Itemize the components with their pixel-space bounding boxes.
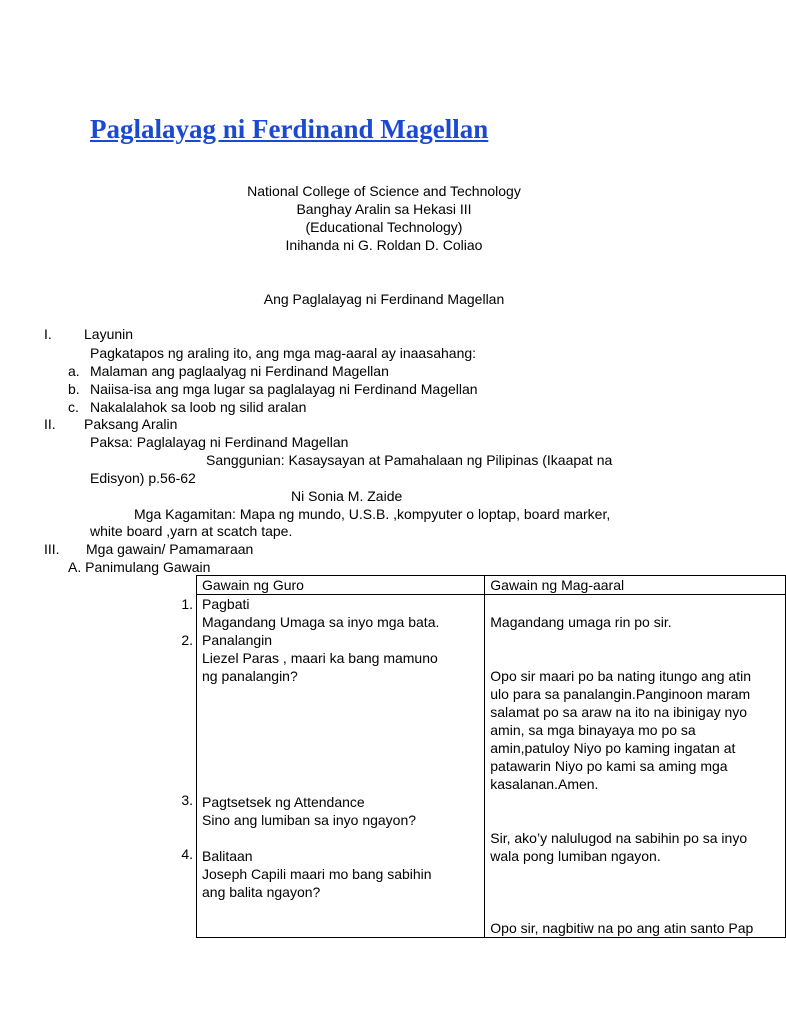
- section-heading: Mga gawain/ Pamamaraan: [86, 541, 254, 557]
- column-header-magaaral: Gawain ng Mag-aaral: [485, 576, 786, 595]
- objective-intro: Pagkatapos ng araling ito, ang mga mag-aaral ay inaasahang:: [90, 345, 477, 361]
- step-number: 4.: [181, 846, 193, 862]
- column-header-guro: Gawain ng Guro: [197, 576, 485, 595]
- page-title[interactable]: Paglalayag ni Ferdinand Magellan: [90, 114, 489, 144]
- teacher-activities: Pagbati Magandang Umaga sa inyo mga bata. Panalangin Liezel Paras , maari ka bang mamuno ng panalangin? Pagtsetsek ng Attendance Sino ang lumiban sa inyo ngayon? Balitaan Joseph Capili maari mo bang sabihin ang balita ngayon?: [202, 596, 440, 900]
- activity-table: [196, 575, 768, 936]
- section-heading: Paksang Aralin: [84, 416, 178, 432]
- list-marker: b.: [68, 381, 80, 397]
- student-activities: Magandang umaga rin po sir. Opo sir maari po ba nating itungo ang atin ulo para sa panalangin.Panginoon maram salamat po sa araw na ito na ibinigay nyo amin, sa mga binayaya mo po sa amin,patuloy Niyo po kaming ingatan at patawarin Niyo po kami sa aming mga kasalanan.Amen. Sir, ako’y nalulugod na sabihin po sa inyo wala pong lumiban ngayon. Opo sir, nagbitiw na po ang atin santo Pap: [490, 614, 754, 936]
- list-marker: a.: [68, 363, 80, 379]
- materials-line-cont: white board ,yarn at scatch tape.: [90, 523, 293, 539]
- document-header: [0, 182, 768, 254]
- materials-line: Mga Kagamitan: Mapa ng mundo, U.S.B. ,kompyuter o loptap, board marker,: [134, 506, 611, 522]
- section-numeral: III.: [44, 541, 60, 557]
- step-number: 2.: [181, 632, 193, 648]
- reference-line: Sanggunian: Kasaysayan at Pamahalaan ng Pilipinas (Ikaapat na: [206, 452, 613, 468]
- header-line-school: National College of Science and Technology: [247, 183, 521, 199]
- header-line-subject: Banghay Aralin sa Hekasi III: [296, 201, 472, 217]
- step-number: 1.: [181, 596, 193, 612]
- list-item: Malaman ang paglaalyag ni Ferdinand Magellan: [90, 363, 389, 379]
- list-item: Naiisa-isa ang mga lugar sa paglalayag ni Ferdinand Magellan: [90, 381, 478, 397]
- list-marker: c.: [68, 399, 79, 415]
- topic-line: Paksa: Paglalayag ni Ferdinand Magellan: [90, 434, 349, 450]
- step-number: 3.: [181, 792, 193, 808]
- reference-line-cont: Edisyon) p.56-62: [90, 470, 196, 486]
- section-numeral: II.: [44, 416, 56, 432]
- header-line-author: Inihanda ni G. Roldan D. Coliao: [285, 237, 483, 253]
- reference-author: Ni Sonia M. Zaide: [291, 488, 403, 504]
- list-item: Nakalalahok sa loob ng silid aralan: [90, 399, 307, 415]
- section-heading: Layunin: [84, 326, 134, 342]
- lesson-subtitle: Ang Paglalayag ni Ferdinand Magellan: [263, 291, 505, 307]
- section-numeral: I.: [44, 326, 52, 342]
- header-line-course: (Educational Technology): [305, 219, 463, 235]
- table-header-row: [197, 576, 786, 595]
- subsection-heading: A. Panimulang Gawain: [68, 559, 211, 575]
- table-row: [197, 595, 786, 938]
